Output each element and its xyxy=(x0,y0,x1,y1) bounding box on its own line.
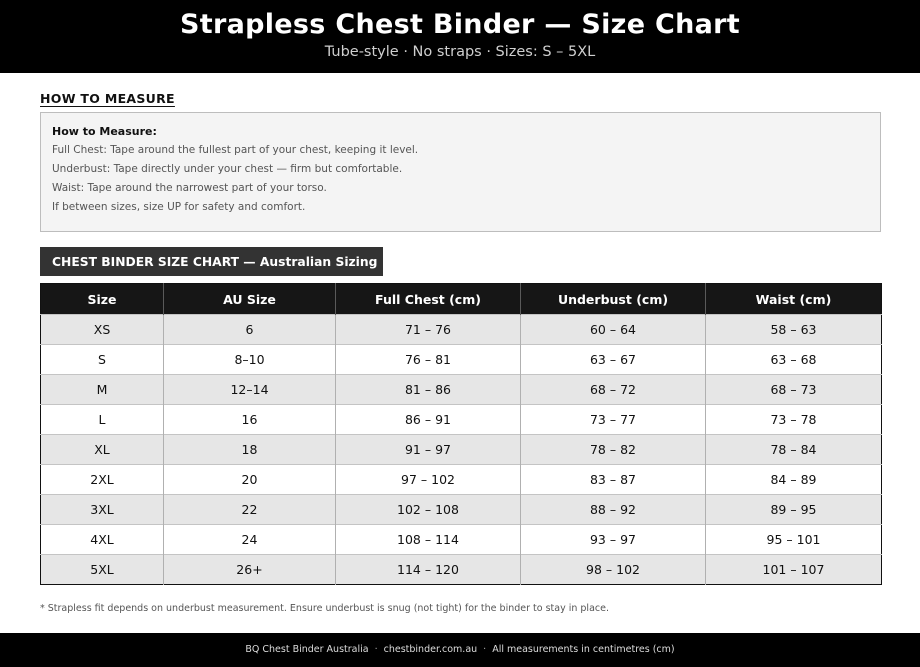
cell-size: 2XL xyxy=(41,465,164,495)
cell-au-size: 8–10 xyxy=(164,345,336,375)
cell-au-size: 18 xyxy=(164,435,336,465)
table-row xyxy=(41,525,882,555)
table-row xyxy=(41,345,882,375)
cell-underbust: 68 – 72 xyxy=(521,375,706,405)
cell-size: M xyxy=(41,375,164,405)
column-header-full-chest: Full Chest (cm) xyxy=(336,284,521,315)
cell-au-size: 24 xyxy=(164,525,336,555)
table-header-row xyxy=(41,284,882,315)
page-footer xyxy=(0,633,920,667)
cell-underbust: 88 – 92 xyxy=(521,495,706,525)
cell-waist: 78 – 84 xyxy=(706,435,882,465)
cell-size: 5XL xyxy=(41,555,164,585)
cell-full-chest: 81 – 86 xyxy=(336,375,521,405)
cell-waist: 73 – 78 xyxy=(706,405,882,435)
table-row xyxy=(41,465,882,495)
size-chart-table xyxy=(40,283,882,585)
size-chart-tab: CHEST BINDER SIZE CHART — Australian Sizing xyxy=(40,247,383,276)
cell-waist: 68 – 73 xyxy=(706,375,882,405)
cell-underbust: 93 – 97 xyxy=(521,525,706,555)
cell-au-size: 20 xyxy=(164,465,336,495)
cell-underbust: 98 – 102 xyxy=(521,555,706,585)
cell-full-chest: 86 – 91 xyxy=(336,405,521,435)
cell-size: L xyxy=(41,405,164,435)
cell-full-chest: 91 – 97 xyxy=(336,435,521,465)
cell-au-size: 26+ xyxy=(164,555,336,585)
page-header xyxy=(0,0,920,73)
table-row xyxy=(41,315,882,345)
cell-waist: 63 – 68 xyxy=(706,345,882,375)
how-to-measure-heading: HOW TO MEASURE xyxy=(40,91,175,106)
column-header-underbust: Underbust (cm) xyxy=(521,284,706,315)
cell-underbust: 78 – 82 xyxy=(521,435,706,465)
cell-full-chest: 108 – 114 xyxy=(336,525,521,555)
cell-size: 4XL xyxy=(41,525,164,555)
cell-waist: 95 – 101 xyxy=(706,525,882,555)
cell-full-chest: 76 – 81 xyxy=(336,345,521,375)
cell-size: S xyxy=(41,345,164,375)
cell-au-size: 16 xyxy=(164,405,336,435)
footer-website: chestbinder.com.au xyxy=(383,644,478,655)
cell-underbust: 83 – 87 xyxy=(521,465,706,495)
table-row xyxy=(41,375,882,405)
cell-au-size: 12–14 xyxy=(164,375,336,405)
footer-units-note: All measurements in centimetres (cm) xyxy=(492,644,675,655)
cell-full-chest: 114 – 120 xyxy=(336,555,521,585)
cell-full-chest: 71 – 76 xyxy=(336,315,521,345)
cell-underbust: 60 – 64 xyxy=(521,315,706,345)
cell-underbust: 63 – 67 xyxy=(521,345,706,375)
footer-separator: · xyxy=(374,644,378,655)
table-row xyxy=(41,405,882,435)
how-to-measure-box xyxy=(40,112,881,232)
table-row xyxy=(41,435,882,465)
measure-instruction-between-sizes: If between sizes, size UP for safety and comfort. xyxy=(52,201,306,213)
cell-full-chest: 97 – 102 xyxy=(336,465,521,495)
page-subtitle: Tube-style · No straps · Sizes: S – 5XL xyxy=(324,44,596,60)
cell-size: XS xyxy=(41,315,164,345)
measure-instruction-full-chest: Full Chest: Tape around the fullest part of your chest, keeping it level. xyxy=(52,144,419,156)
cell-size: 3XL xyxy=(41,495,164,525)
cell-waist: 84 – 89 xyxy=(706,465,882,495)
measure-instruction-waist: Waist: Tape around the narrowest part of your torso. xyxy=(52,182,327,194)
table-row xyxy=(41,555,882,585)
cell-au-size: 6 xyxy=(164,315,336,345)
measure-instruction-underbust: Underbust: Tape directly under your chest — firm but comfortable. xyxy=(52,163,403,175)
cell-underbust: 73 – 77 xyxy=(521,405,706,435)
footnote: * Strapless fit depends on underbust measurement. Ensure underbust is snug (not tight) for the binder to stay in place. xyxy=(40,603,609,614)
cell-au-size: 22 xyxy=(164,495,336,525)
column-header-size: Size xyxy=(41,284,164,315)
how-to-measure-title: How to Measure: xyxy=(52,125,157,138)
cell-size: XL xyxy=(41,435,164,465)
cell-full-chest: 102 – 108 xyxy=(336,495,521,525)
column-header-waist: Waist (cm) xyxy=(706,284,882,315)
cell-waist: 101 – 107 xyxy=(706,555,882,585)
table-row xyxy=(41,495,882,525)
column-header-au-size: AU Size xyxy=(164,284,336,315)
footer-brand: BQ Chest Binder Australia xyxy=(245,644,369,655)
footer-separator: · xyxy=(483,644,487,655)
cell-waist: 89 – 95 xyxy=(706,495,882,525)
page-title: Strapless Chest Binder — Size Chart xyxy=(180,9,740,40)
cell-waist: 58 – 63 xyxy=(706,315,882,345)
